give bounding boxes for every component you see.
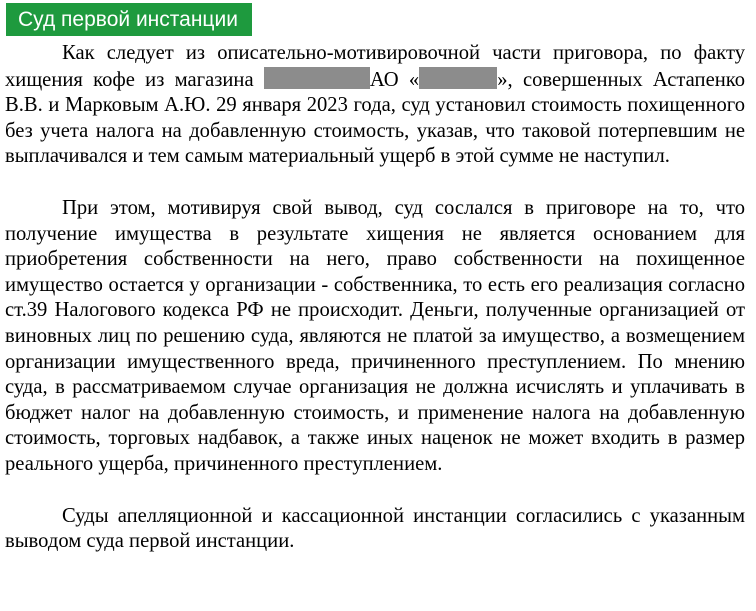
redacted-company-name [419, 67, 497, 89]
paragraph-3: Суды апелляционной и кассационной инстанции согласились с указанным выводом суда первой инстанции. [5, 504, 745, 553]
paragraph-1 [5, 41, 745, 170]
section-title: Суд первой инстанции [18, 8, 238, 31]
redacted-store-name [264, 67, 370, 89]
paragraph-1-text-start: Как следует из описательно-мотивировочной части приговора, по факту хищения кофе из магазина [5, 42, 745, 91]
document-body [5, 41, 745, 555]
paragraph-1-text-end: », совершенных Астапенко В.В. и Марковым А.Ю. 29 января 2023 года, суд установил стоимость похищенного без учета налога на добавленную стоимость, указав, что таковой потерпевшим не выплачивался и тем самым материальный ущерб в этой сумме не наступил. [5, 68, 745, 168]
section-title-badge [6, 3, 252, 36]
paragraph-2: При этом, мотивируя свой вывод, суд сослался в приговоре на то, что получение имущества в результате хищения не является основанием для приобретения собственности на него, право собственности на похищенное имущество остается у организации - собственника, то есть его реализация согласно ст.39 Налогового кодекса РФ не происходит. Деньги, полученные организацией от виновных лиц по решению суда, являются не платой за имущество, а возмещением организации имущественного вреда, причиненного преступлением. По мнению суда, в рассматриваемом случае организация не должна исчислять и уплачивать в бюджет налог на добавленную стоимость, и применение налога на добавленную стоимость, торговых надбавок, а также иных наценок не может входить в размер реального ущерба, причиненного преступлением. [5, 196, 745, 475]
paragraph-1-text-middle: АО « [369, 68, 420, 91]
